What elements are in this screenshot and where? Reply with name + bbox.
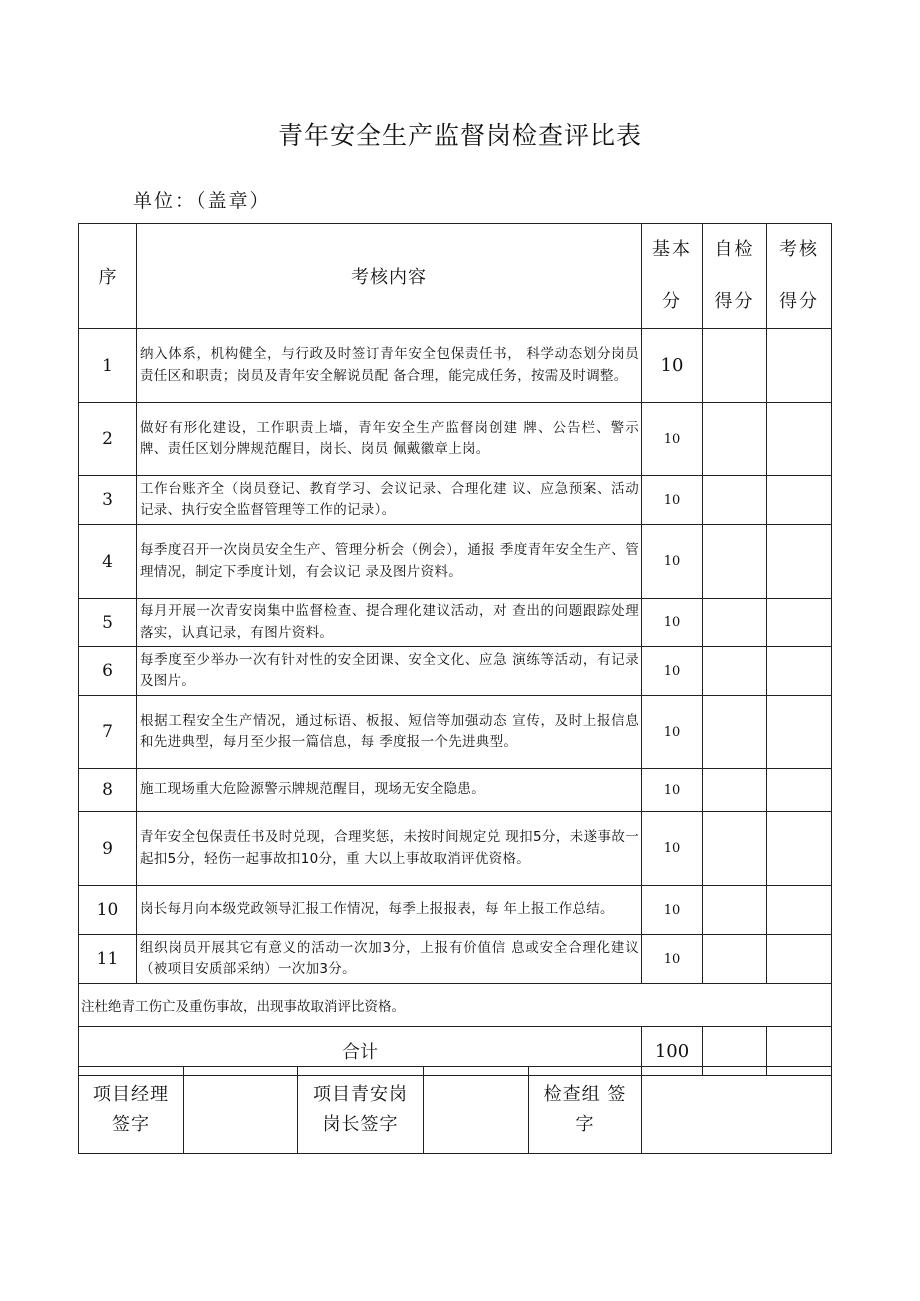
header-seq: 序 xyxy=(79,224,137,329)
row-assess-score-cell[interactable] xyxy=(767,329,832,403)
row-content: 每月开展一次青安岗集中监督检查、提合理化建议活动，对 查出的问题跟踪处理落实，认真记录，有图片资料。 xyxy=(137,599,642,647)
row-base-score: 10 xyxy=(642,769,703,812)
signature-row xyxy=(79,1067,832,1154)
row-content: 岗长每月向本级党政领导汇报工作情况，每季上报报表，每 年上报工作总结。 xyxy=(137,886,642,935)
header-content: 考核内容 xyxy=(137,224,642,329)
row-content: 做好有形化建设，工作职责上墙，青年安全生产监督岗创建 牌、公告栏、警示牌、责任区划分牌规范醒目，岗长、岗员 佩戴徽章上岗。 xyxy=(137,403,642,476)
row-assess-score-cell[interactable] xyxy=(767,476,832,525)
row-assess-score-cell[interactable] xyxy=(767,886,832,935)
table-row xyxy=(79,329,832,403)
table-row xyxy=(79,812,832,886)
header-base-score xyxy=(642,224,703,329)
project-manager-sign-label xyxy=(79,1067,184,1154)
row-base-score: 10 xyxy=(642,886,703,935)
row-base-score: 10 xyxy=(642,599,703,647)
row-self-score-cell[interactable] xyxy=(703,403,767,476)
row-base-score: 10 xyxy=(642,935,703,984)
table-row xyxy=(79,696,832,769)
row-self-score-cell[interactable] xyxy=(703,647,767,696)
table-row xyxy=(79,525,832,599)
leader-label-line2: 岗长签字 xyxy=(322,1114,399,1135)
page-title: 青年安全生产监督岗检查评比表 xyxy=(277,121,642,150)
row-assess-score-cell[interactable] xyxy=(767,935,832,984)
pm-label-line1: 项目经理 xyxy=(93,1084,169,1105)
table-row xyxy=(79,599,832,647)
row-base-score: 10 xyxy=(642,525,703,599)
leader-label-line1: 项目青安岗 xyxy=(313,1084,408,1105)
post-leader-sign-field[interactable] xyxy=(424,1067,529,1154)
header-assess-line1: 考核 xyxy=(779,239,819,260)
total-label: 合计 xyxy=(79,1027,642,1076)
header-self-line1: 自检 xyxy=(714,239,755,260)
project-manager-sign-field[interactable] xyxy=(184,1067,298,1154)
table-row xyxy=(79,886,832,935)
row-base-score: 10 xyxy=(642,476,703,525)
table-header-row xyxy=(79,224,832,329)
row-number: 2 xyxy=(79,403,137,476)
row-assess-score-cell[interactable] xyxy=(767,769,832,812)
header-assess-line2: 得分 xyxy=(779,291,819,312)
row-base-score: 10 xyxy=(642,647,703,696)
row-base-score: 10 xyxy=(642,812,703,886)
table-row xyxy=(79,935,832,984)
row-number: 3 xyxy=(79,476,137,525)
header-self-line2: 得分 xyxy=(714,291,755,312)
header-self-score xyxy=(703,224,767,329)
row-content: 根据工程安全生产情况，通过标语、板报、短信等加强动态 宣传，及时上报信息和先进典型，每月至少报一篇信息，每 季度报一个先进典型。 xyxy=(137,696,642,769)
inspection-group-sign-label xyxy=(529,1067,642,1154)
row-self-score-cell[interactable] xyxy=(703,525,767,599)
note-text: 注杜绝青工伤亡及重伤事故，出现事故取消评比资格。 xyxy=(79,984,832,1027)
row-number: 10 xyxy=(79,886,137,935)
row-content: 纳入体系，机构健全，与行政及时签订青年安全包保责任书， 科学动态划分岗员责任区和职责；岗员及青年安全解说员配 备合理，能完成任务，按需及时调整。 xyxy=(137,329,642,403)
row-number: 8 xyxy=(79,769,137,812)
row-self-score-cell[interactable] xyxy=(703,886,767,935)
row-assess-score-cell[interactable] xyxy=(767,403,832,476)
evaluation-table xyxy=(78,223,832,1076)
note-row xyxy=(79,984,832,1027)
group-label-line1: 检查组 签 xyxy=(543,1084,627,1105)
row-self-score-cell[interactable] xyxy=(703,769,767,812)
total-base-score: 100 xyxy=(642,1027,703,1076)
row-assess-score-cell[interactable] xyxy=(767,525,832,599)
pm-label-line2: 签字 xyxy=(112,1114,150,1135)
row-self-score-cell[interactable] xyxy=(703,476,767,525)
row-number: 11 xyxy=(79,935,137,984)
header-base-line1: 基本 xyxy=(652,239,692,260)
row-assess-score-cell[interactable] xyxy=(767,696,832,769)
table-row xyxy=(79,769,832,812)
row-number: 5 xyxy=(79,599,137,647)
row-base-score: 10 xyxy=(642,696,703,769)
row-number: 4 xyxy=(79,525,137,599)
row-content: 每季度召开一次岗员安全生产、管理分析会（例会），通报 季度青年安全生产、管理情况，制定下季度计划，有会议记 录及图片资料。 xyxy=(137,525,642,599)
table-row xyxy=(79,403,832,476)
row-content: 青年安全包保责任书及时兑现，合理奖惩，未按时间规定兑 现扣5分，未遂事故一起扣5分，轻伤一起事故扣10分，重 大以上事故取消评优资格。 xyxy=(137,812,642,886)
post-leader-sign-label xyxy=(298,1067,424,1154)
table-row xyxy=(79,647,832,696)
row-assess-score-cell[interactable] xyxy=(767,812,832,886)
signature-table xyxy=(78,1066,832,1154)
row-assess-score-cell[interactable] xyxy=(767,599,832,647)
row-number: 6 xyxy=(79,647,137,696)
group-label-line2: 字 xyxy=(575,1114,595,1135)
row-content: 施工现场重大危险源警示牌规范醒目，现场无安全隐患。 xyxy=(137,769,642,812)
row-number: 1 xyxy=(79,329,137,403)
row-number: 9 xyxy=(79,812,137,886)
row-number: 7 xyxy=(79,696,137,769)
table-row xyxy=(79,476,832,525)
row-base-score: 10 xyxy=(642,329,703,403)
row-self-score-cell[interactable] xyxy=(703,329,767,403)
row-self-score-cell[interactable] xyxy=(703,696,767,769)
row-self-score-cell[interactable] xyxy=(703,935,767,984)
row-base-score: 10 xyxy=(642,403,703,476)
row-self-score-cell[interactable] xyxy=(703,599,767,647)
row-assess-score-cell[interactable] xyxy=(767,647,832,696)
row-content: 工作台账齐全（岗员登记、教育学习、会议记录、合理化建 议、应急预案、活动记录、执行安全监督管理等工作的记录）。 xyxy=(137,476,642,525)
header-assess-score xyxy=(767,224,832,329)
row-content: 组织岗员开展其它有意义的活动一次加3分，上报有价值信 息或安全合理化建议（被项目安质部采纳）一次加3分。 xyxy=(137,935,642,984)
inspection-group-sign-field[interactable] xyxy=(642,1067,832,1154)
row-self-score-cell[interactable] xyxy=(703,812,767,886)
header-base-line2: 分 xyxy=(662,291,682,312)
row-content: 每季度至少举办一次有针对性的安全团课、安全文化、应急 演练等活动，有记录及图片。 xyxy=(137,647,642,696)
unit-seal-label: 单位：（盖章） xyxy=(133,190,271,212)
